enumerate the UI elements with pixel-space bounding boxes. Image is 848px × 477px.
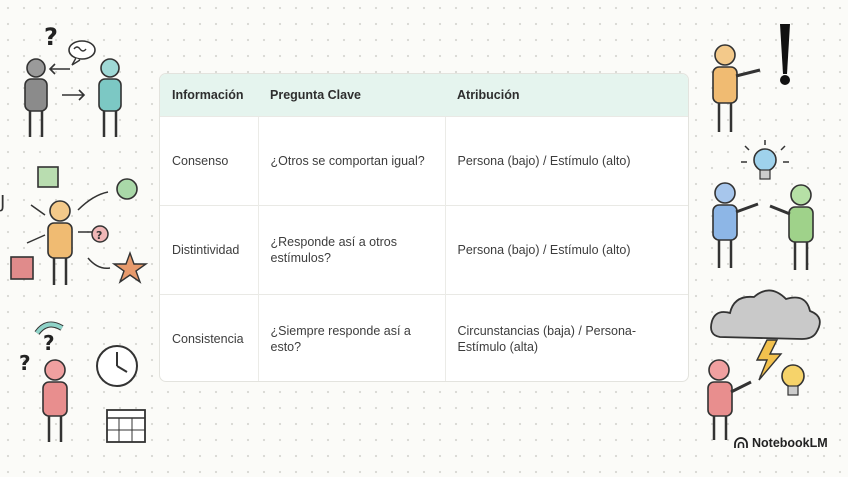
cell-question: ¿Responde así a otros estímulos? — [258, 205, 445, 294]
storm-cloud-person-illustration — [705, 282, 830, 442]
table-row — [160, 205, 689, 294]
svg-text:?: ? — [43, 331, 55, 355]
column-header-atribucion: Atribución — [457, 87, 520, 102]
cell-attribution: Persona (bajo) / Estímulo (alto) — [445, 116, 689, 205]
table-row — [160, 294, 689, 382]
attribution-table-card — [159, 73, 689, 382]
svg-text:J: J — [0, 192, 6, 213]
brand-name: NotebookLM — [752, 436, 828, 450]
cell-info: Distintividad — [160, 205, 258, 294]
person-pointing-exclamation-illustration — [700, 18, 810, 138]
two-people-idea-illustration — [705, 140, 825, 275]
notebooklm-brand — [734, 436, 828, 450]
column-header-informacion: Información — [172, 87, 244, 102]
table-row — [160, 116, 689, 205]
cell-attribution: Persona (bajo) / Estímulo (alto) — [445, 205, 689, 294]
two-people-conversation-illustration — [10, 15, 140, 145]
cell-attribution: Circunstancias (baja) / Persona-Estímulo (alta) — [445, 294, 689, 382]
cell-question: ¿Siempre responde así a esto? — [258, 294, 445, 382]
attribution-table — [160, 74, 689, 382]
cell-info: Consistencia — [160, 294, 258, 382]
cell-question: ¿Otros se comportan igual? — [258, 116, 445, 205]
person-with-shapes-illustration — [0, 160, 155, 290]
svg-text:?: ? — [96, 229, 103, 242]
cell-info: Consenso — [160, 116, 258, 205]
notebooklm-logo-icon — [734, 437, 748, 449]
svg-text:?: ? — [44, 23, 58, 51]
table-header-row — [160, 74, 689, 116]
svg-text:?: ? — [19, 351, 31, 375]
column-header-pregunta-clave: Pregunta Clave — [270, 87, 362, 102]
person-with-clock-illustration — [15, 318, 155, 448]
